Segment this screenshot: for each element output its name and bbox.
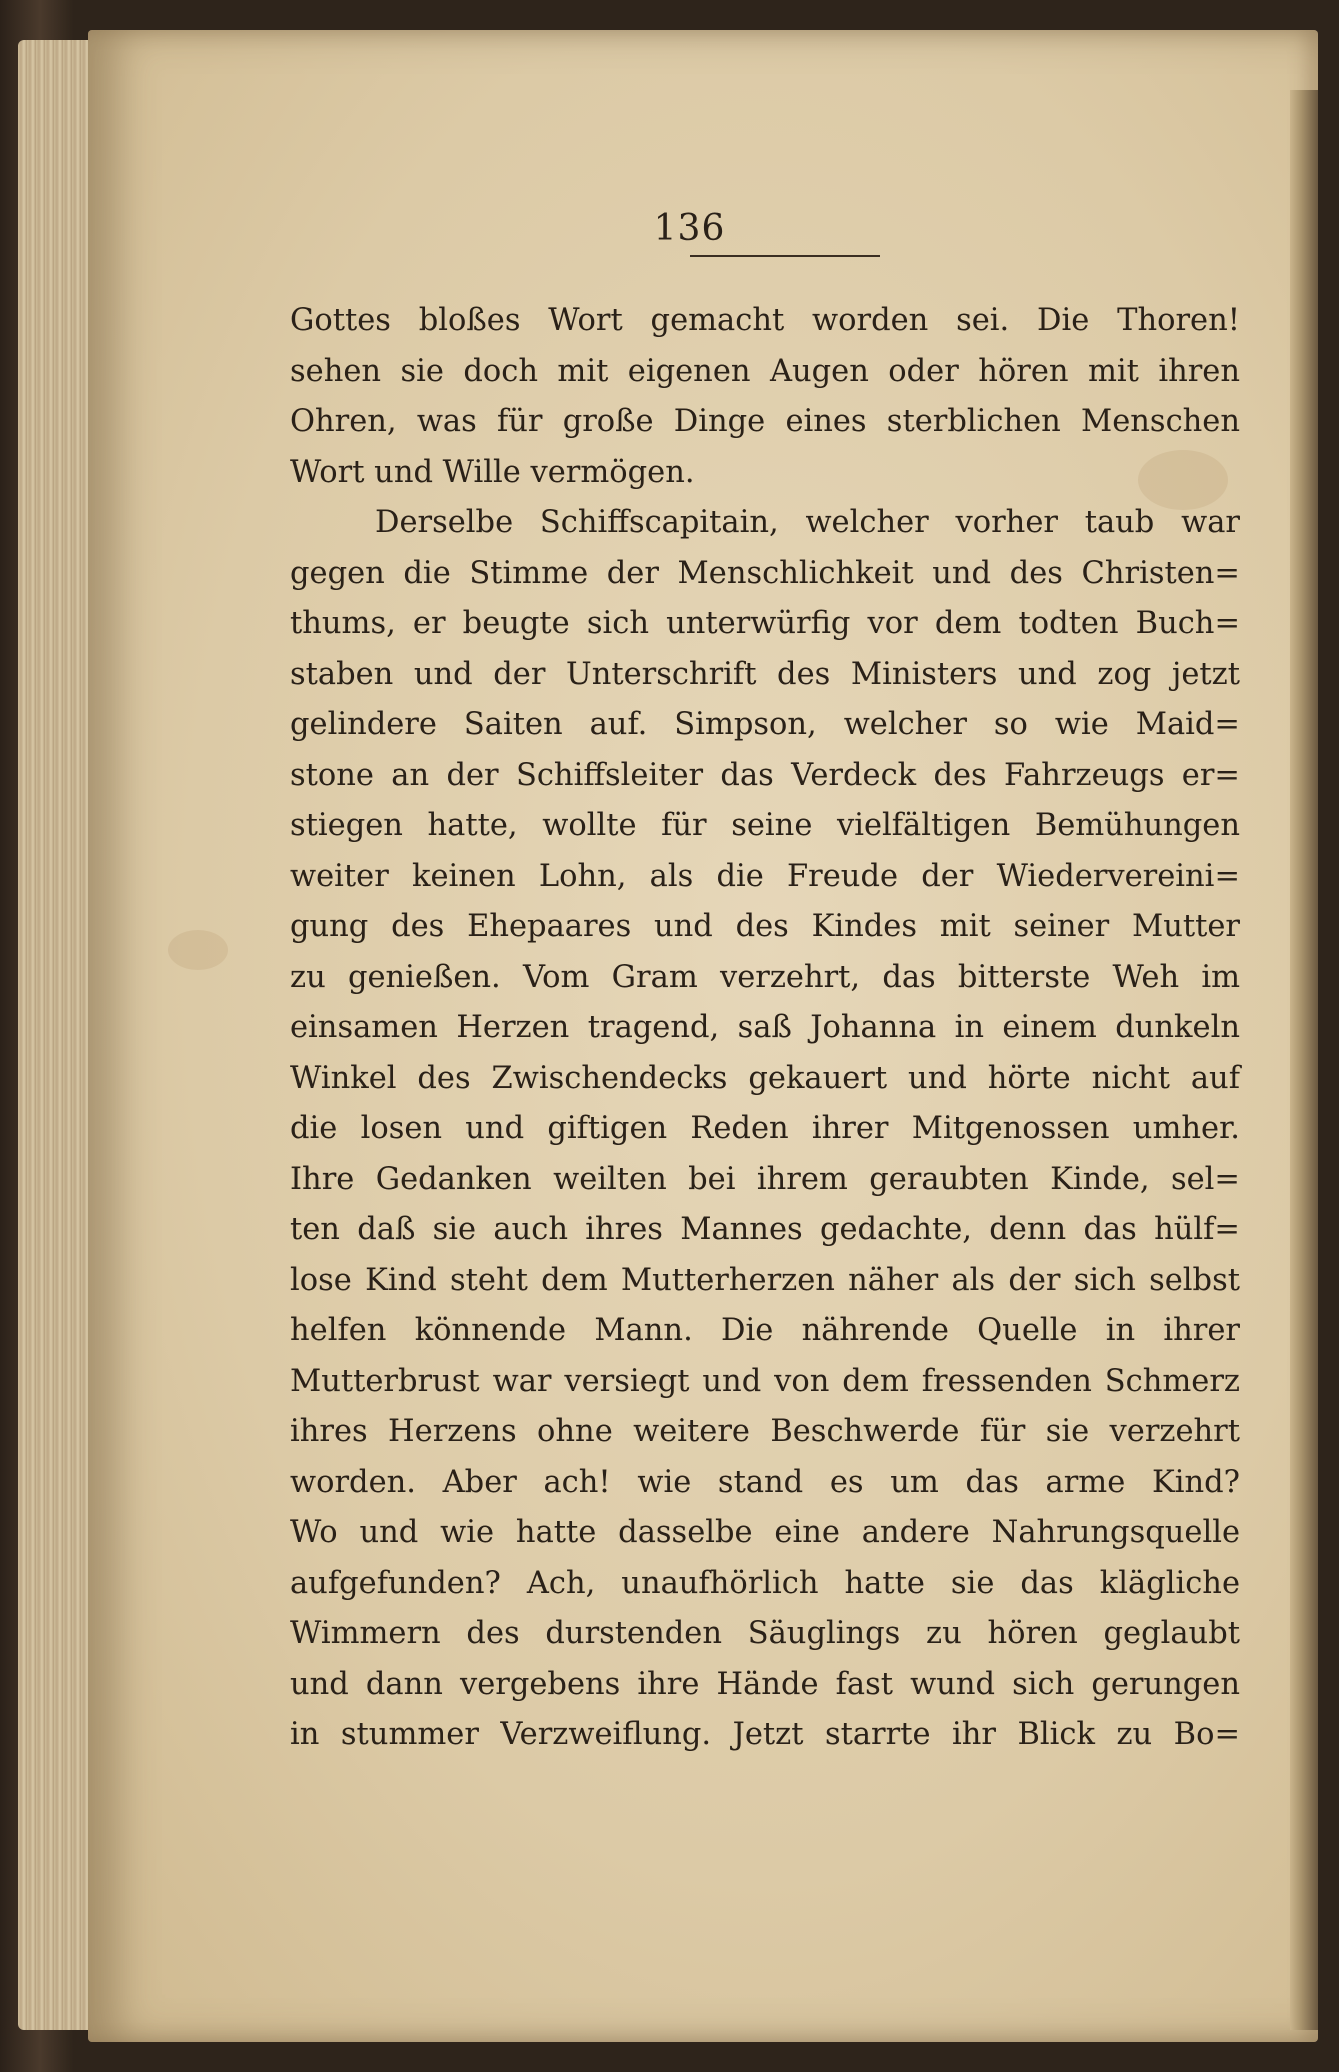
text-line: ten daß sie auch ihres Mannes gedachte, denn das hülf= (290, 1212, 1240, 1247)
body-text (290, 296, 1240, 1761)
text-line: die losen und giftigen Reden ihrer Mitgenossen umher. (290, 1111, 1240, 1146)
text-line: thums, er beugte sich unterwürfig vor dem todten Buch= (290, 606, 1240, 641)
text-line: weiter keinen Lohn, als die Freude der Wiedervereini= (290, 858, 1240, 894)
text-line: Wo und wie hatte dasselbe eine andere Nahrungsquelle (290, 1515, 1240, 1550)
text-line: Ohren, was für große Dinge eines sterblichen Menschen (290, 404, 1240, 439)
text-line: stone an der Schiffsleiter das Verdeck des Fahrzeugs er= (290, 757, 1240, 793)
stain (168, 930, 228, 970)
text-line: staben und der Unterschrift des Ministers und zog jetzt (290, 656, 1240, 692)
text-line: stiegen hatte, wollte für seine vielfältigen Bemühungen (290, 808, 1240, 843)
text-line: zu genießen. Vom Gram verzehrt, das bitterste Weh im (290, 959, 1240, 995)
text-line: ihres Herzens ohne weitere Beschwerde für sie verzehrt (290, 1414, 1240, 1449)
text-line: gelindere Saiten auf. Simpson, welcher so wie Maid= (290, 707, 1240, 742)
text-line: gung des Ehepaares und des Kindes mit seiner Mutter (290, 909, 1240, 944)
text-line: lose Kind steht dem Mutterherzen näher als der sich selbst (290, 1262, 1240, 1298)
page-number: 136 (653, 208, 726, 249)
text-line: Wort und Wille vermögen. (290, 454, 695, 490)
text-line: aufgefunden? Ach, unaufhörlich hatte sie das klägliche (290, 1565, 1240, 1601)
page-edges (18, 40, 98, 2030)
text-line: einsamen Herzen tragend, saß Johanna in einem dunkeln (290, 1010, 1240, 1045)
text-line: gegen die Stimme der Menschlichkeit und des Christen= (290, 555, 1240, 591)
text-line: Mutterbrust war versiegt und von dem fressenden Schmerz (290, 1363, 1240, 1399)
text-line: Winkel des Zwischendecks gekauert und hörte nicht auf (290, 1060, 1240, 1096)
text-line: und dann vergebens ihre Hände fast wund sich gerungen (290, 1666, 1240, 1702)
header-rule (690, 255, 880, 257)
text-line: worden. Aber ach! wie stand es um das arme Kind? (290, 1464, 1240, 1500)
right-page-edge (1290, 90, 1318, 2030)
text-line: sehen sie doch mit eigenen Augen oder hören mit ihren (290, 353, 1240, 389)
text-line: Ihre Gedanken weilten bei ihrem geraubten Kinde, sel= (290, 1161, 1240, 1197)
text-line: Wimmern des durstenden Säuglings zu hören geglaubt (290, 1616, 1240, 1651)
text-line: helfen könnende Mann. Die nährende Quelle in ihrer (290, 1313, 1240, 1348)
text-line: in stummer Verzweiflung. Jetzt starrte ihr Blick zu Bo= (290, 1717, 1240, 1752)
text-line: Derselbe Schiffscapitain, welcher vorher taub war (375, 505, 1240, 540)
text-line: Gottes bloßes Wort gemacht worden sei. Die Thoren! (290, 303, 1240, 338)
